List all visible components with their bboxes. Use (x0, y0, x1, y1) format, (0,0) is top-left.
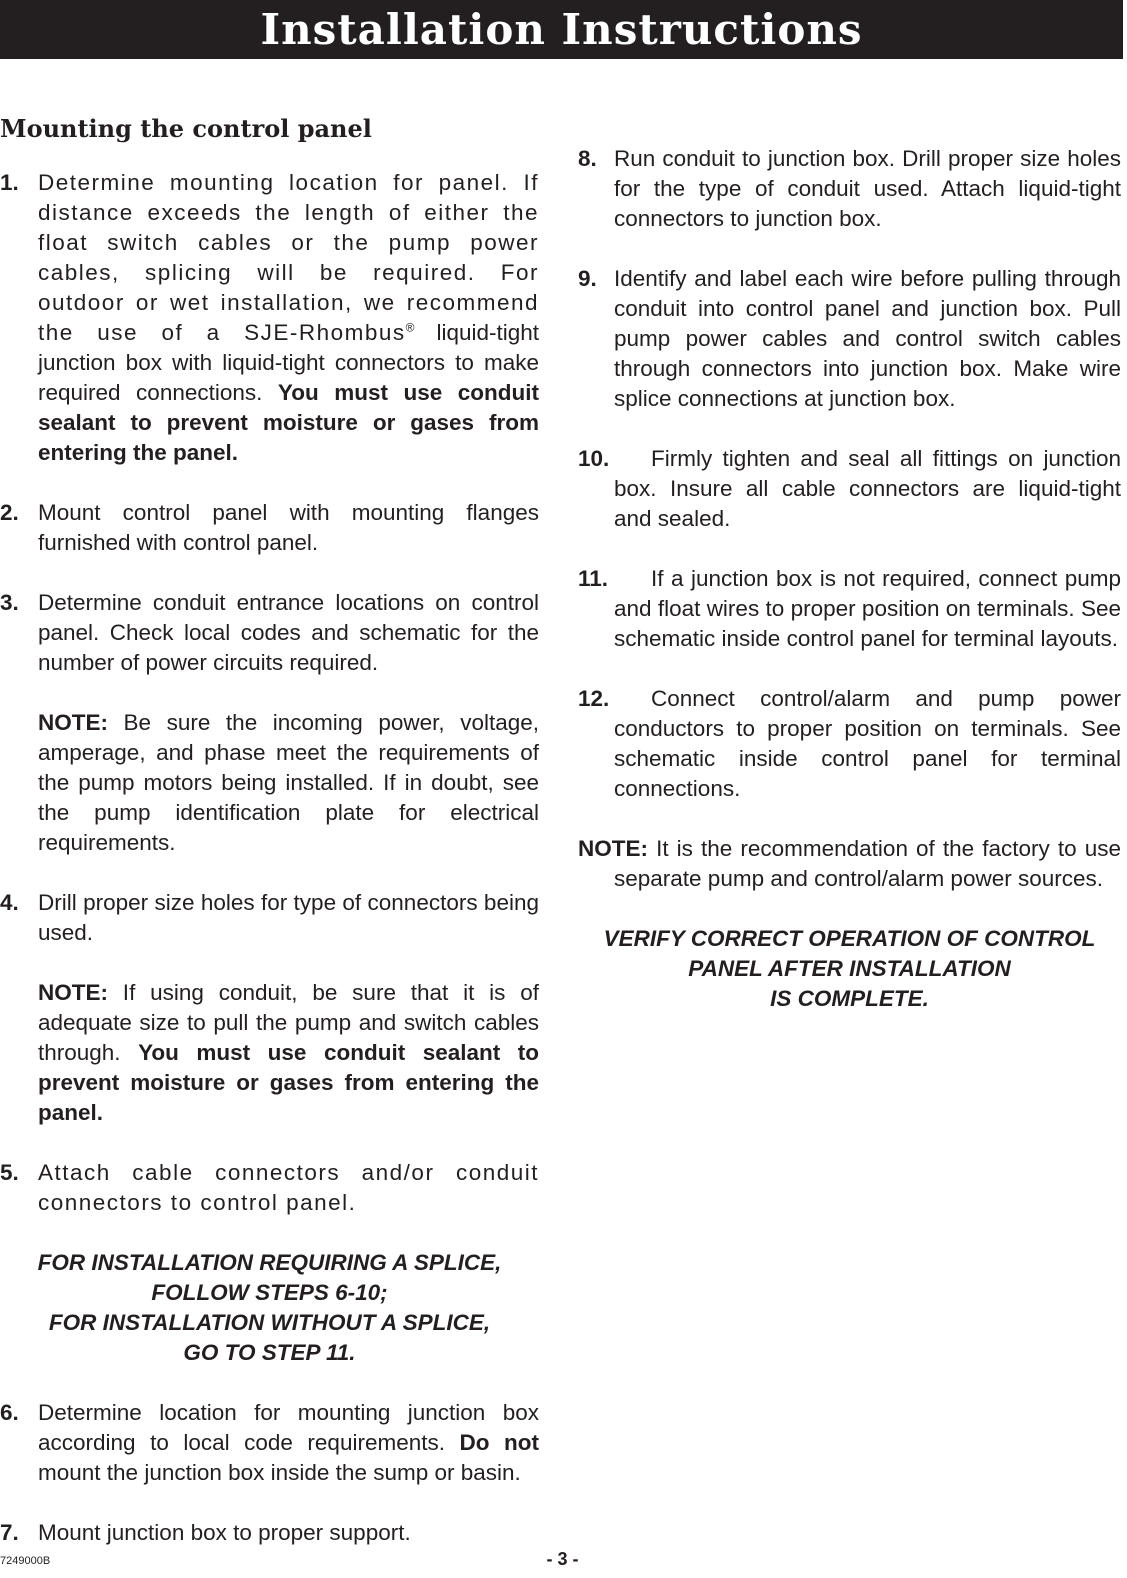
step-text: Determine location for mounting junction box according to local code requirements. Do not mount the junction box inside the sump or basin. (38, 1400, 539, 1485)
step-number: 10. (578, 446, 610, 471)
step-number: 9. (578, 266, 597, 291)
step-text: Mount control panel with mounting flanges furnished with control panel. (38, 500, 539, 555)
step-number: 4. (0, 890, 19, 915)
step-text: Drill proper size holes for type of connectors being used. (38, 890, 539, 945)
left-column (0, 114, 539, 1578)
step-number: 12. (578, 686, 610, 711)
step-4 (0, 888, 539, 1128)
step-9 (578, 264, 1121, 414)
page-number: - 3 - (546, 1549, 579, 1569)
step-number: 2. (0, 500, 19, 525)
step-number: 11. (578, 566, 609, 591)
step-text: Determine conduit entrance locations on control panel. Check local codes and schematic for the number of power circuits required. (38, 590, 539, 675)
step-text: Firmly tighten and seal all fittings on junction box. Insure all cable connectors are liquid-tight and sealed. (614, 446, 1121, 531)
step-text: If a junction box is not required, connect pump and float wires to proper position on terminals. See schematic inside control panel for terminal layouts. (614, 566, 1121, 651)
step-number: 8. (578, 146, 597, 171)
final-note: NOTE: It is the recommendation of the factory to use separate pump and control/alarm power sources. (578, 836, 1121, 891)
step-12 (578, 684, 1121, 804)
step-2 (0, 498, 539, 558)
document-code: 7249000B (0, 1555, 51, 1567)
verify-banner: VERIFY CORRECT OPERATION OF CONTROL PANEL AFTER INSTALLATION IS COMPLETE. (603, 926, 1096, 1011)
step-note: NOTE: If using conduit, be sure that it is of adequate size to pull the pump and switch cables through. You must use conduit sealant to prevent moisture or gases from entering the panel. (38, 980, 539, 1125)
step-6 (0, 1398, 539, 1488)
step-text: Attach cable connectors and/or conduit connectors to control panel. (38, 1160, 539, 1215)
step-note: NOTE: Be sure the incoming power, voltage, amperage, and phase meet the requirements of the pump motors being installed. If in doubt, see the pump identification plate for electrical requirements. (38, 710, 539, 855)
step-text: Determine mounting location for panel. If distance exceeds the length of either the float switch cables or the pump power cables, splicing will be required. For outdoor or wet installation, we recommend the use of a SJE-Rhombus® liquid-tight junction box with liquid-tight connectors to make required connections. You must use conduit sealant to prevent moisture or gases from entering the panel. (38, 170, 540, 465)
step-number: 5. (0, 1160, 19, 1185)
step-3 (0, 588, 539, 858)
splice-banner: FOR INSTALLATION REQUIRING A SPLICE, FOLLOW STEPS 6-10; FOR INSTALLATION WITHOUT A SPLICE, GO TO STEP 11. (37, 1250, 502, 1365)
step-number: 1. (0, 170, 19, 195)
step-text: Connect control/alarm and pump power conductors to proper position on terminals. See schematic inside control panel for terminal connections. (614, 686, 1121, 801)
step-5 (0, 1158, 539, 1218)
step-text: Run conduit to junction box. Drill proper size holes for the type of conduit used. Attach liquid-tight connectors to junction box. (614, 146, 1121, 231)
step-11 (578, 564, 1121, 654)
registered-mark: ® (405, 320, 415, 335)
right-column (578, 144, 1121, 1044)
step-number: 7. (0, 1520, 19, 1545)
warning-text: You must use conduit sealant to prevent moisture or gases from entering the panel. (38, 380, 540, 465)
section-title: Mounting the control panel (0, 114, 372, 143)
page-title: Installation Instructions (260, 5, 863, 54)
step-text: Mount junction box to proper support. (38, 1520, 411, 1545)
step-8 (578, 144, 1121, 234)
step-number: 6. (0, 1400, 19, 1425)
step-10 (578, 444, 1121, 534)
warning-text: You must use conduit sealant to prevent moisture or gases from entering the panel. (38, 1040, 539, 1125)
step-text: Identify and label each wire before pulling through conduit into control panel and junction box. Pull pump power cables and control switch cables through connectors into junction box. Make wire splice connections at junction box. (614, 266, 1121, 411)
step-number: 3. (0, 590, 19, 615)
step-1 (0, 168, 539, 468)
step-7 (0, 1518, 539, 1548)
page-header (0, 0, 1123, 59)
